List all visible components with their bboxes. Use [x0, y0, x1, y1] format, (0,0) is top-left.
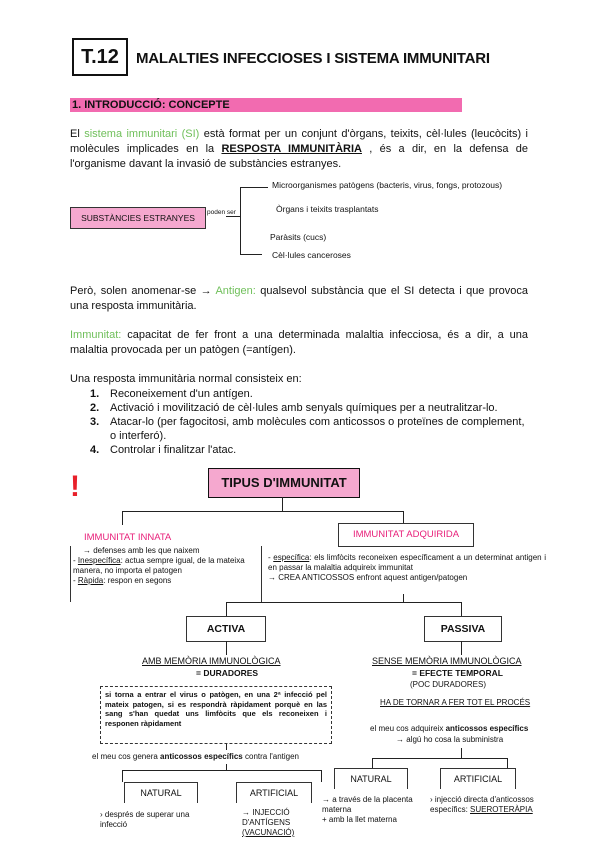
- passiva-natural-desc: → a través de la placenta materna + amb la llet materna: [322, 795, 413, 824]
- activa-natural: NATURAL: [124, 782, 198, 803]
- passiva-artificial: ARTIFICIAL: [440, 768, 516, 789]
- response-intro: Una resposta immunitària normal consisteix en:: [70, 373, 302, 385]
- bracket-bottom: [240, 254, 262, 255]
- activa-sub-branch: [122, 770, 322, 771]
- term-immunitat: Immunitat:: [70, 329, 122, 341]
- passiva-adq-stem: [461, 748, 462, 758]
- passiva-adq2: → algú ho cosa la subministra: [396, 735, 504, 744]
- innata-box: → defenses amb les que naixem - Inespecífica: actua sempre igual, de la mateixa manera, no importa el patogen - Ràpida: respon en segons: [70, 546, 262, 602]
- passiva-box: PASSIVA: [424, 616, 502, 642]
- item-organs: Òrgans i teixits trasplantats: [276, 204, 379, 214]
- term-sistema-immunitari: sistema immunitari (SI): [84, 128, 200, 140]
- link-label: poden ser: [207, 209, 236, 216]
- section-heading: 1. INTRODUCCIÓ: CONCEPTE: [70, 98, 462, 112]
- step-item: 1. Reconeixement d'un antígen.: [90, 388, 253, 400]
- branch-artificial: [321, 770, 322, 782]
- activa-natural-desc: › després de superar una infecció: [100, 810, 190, 829]
- item-microorganismes: Microorganismes patògens (bacteris, virus, fongs, protozous): [272, 180, 503, 190]
- bracket-line: [240, 187, 241, 255]
- term-antigen: Antigen:: [215, 285, 256, 297]
- immunitat-paragraph: Immunitat: capacitat de fer front a una determinada malaltia infecciosa, és a dir, a una malaltia provocada per un patògen (=antígen).: [70, 329, 528, 356]
- adquirida-desc: - específica: els limfòcits reconeixen específicament a un determinat antigen i en passar la malaltia adquireix immunitat → CREA ANTICOSSOS enfront aquest antigen/patogen: [268, 553, 546, 582]
- passiva-mem: SENSE MEMÒRIA IMMUNOLÒGICA: [372, 656, 522, 666]
- root-box: TIPUS D'IMMUNITAT: [208, 468, 360, 498]
- branch-activa: [226, 602, 227, 616]
- step-item: 3. Atacar-lo (per fagocitosi, amb molècules com anticossos o proteïnes de complement, o interferó).: [90, 416, 525, 442]
- passiva-dur: = EFECTE TEMPORAL: [412, 668, 503, 678]
- substancies-box: SUBSTÀNCIES ESTRANYES: [70, 207, 206, 229]
- activa-note-stem: [226, 744, 227, 750]
- branch-natural: [122, 770, 123, 782]
- branch-p-artificial: [507, 758, 508, 768]
- activa-stem: [226, 641, 227, 655]
- innata-title: IMMUNITAT INNATA: [84, 532, 172, 543]
- activa-box: ACTIVA: [186, 616, 266, 642]
- passiva-dur2: (POC DURADORES): [410, 680, 487, 689]
- term-resposta-immunitaria: RESPOSTA IMMUNITÀRIA: [221, 143, 362, 155]
- passiva-adq: el meu cos adquireix anticossos específics: [370, 724, 529, 733]
- root-stem: [282, 497, 283, 511]
- item-cellules: Cèl·lules canceroses: [272, 250, 351, 260]
- adq-branch: [226, 602, 462, 603]
- activa-artificial-desc: → INJECCIÓ D'ANTÍGENS (VACUNACIÓ): [242, 808, 295, 837]
- activa-gen: el meu cos genera anticossos específics contra l'antigen: [92, 752, 299, 761]
- activa-dur: = DURADORES: [196, 668, 259, 678]
- response-steps: [90, 387, 530, 457]
- passiva-artificial-desc: › injecció directa d'anticossos específics: SUEROTERÀPIA: [430, 795, 534, 814]
- branch-p-natural: [372, 758, 373, 768]
- passiva-note: HA DE TORNAR A FER TOT EL PROCÉS: [380, 698, 531, 707]
- bracket-stem: [226, 216, 240, 217]
- passiva-natural: NATURAL: [334, 768, 408, 789]
- branch-adquirida: [403, 511, 404, 523]
- branch-passiva: [461, 602, 462, 616]
- adquirida-box: IMMUNITAT ADQUIRIDA: [338, 523, 474, 547]
- intro-paragraph: El sistema immunitari (SI) està format per un conjunt d'òrgans, teixits, cèl·lules (leucòcits) i molècules implicades en la RESPOSTA IMMUNITÀRIA , és a dir, en la defensa de l'organisme davant la invasió de substàncies estranyes.: [70, 128, 528, 170]
- step-item: 4. Controlar i finalitzar l'atac.: [90, 444, 237, 456]
- activa-mem: AMB MEMÒRIA IMMUNOLÒGICA: [142, 656, 281, 666]
- adq-stem: [403, 594, 404, 602]
- step-item: 2. Activació i movilització de cèl·lules amb senyals químiques per a neutralitzar-lo.: [90, 402, 498, 414]
- activa-note: si torna a entrar el virus o patògen, en una 2ª infecció pel mateix patogen, si es respondrà ràpidament porquè en las sang s'han quedat uns limfòcits que els reconeixen i responen ràpidament: [100, 686, 332, 744]
- root-branch: [122, 511, 404, 512]
- topic-number: T.12: [72, 38, 128, 76]
- exclamation-icon: !: [70, 470, 80, 503]
- page-title: MALALTIES INFECCIOSES I SISTEMA IMMUNITARI: [136, 50, 490, 67]
- bracket-top: [240, 187, 268, 188]
- activa-artificial: ARTIFICIAL: [236, 782, 312, 803]
- passiva-stem: [461, 641, 462, 655]
- antigen-paragraph: Però, solen anomenar-se → Antigen: qualsevol substància que el SI detecta i que provoca una resposta immunitària.: [70, 285, 528, 312]
- item-parasits: Paràsits (cucs): [270, 232, 327, 242]
- passiva-sub-branch: [372, 758, 508, 759]
- branch-innata: [122, 511, 123, 525]
